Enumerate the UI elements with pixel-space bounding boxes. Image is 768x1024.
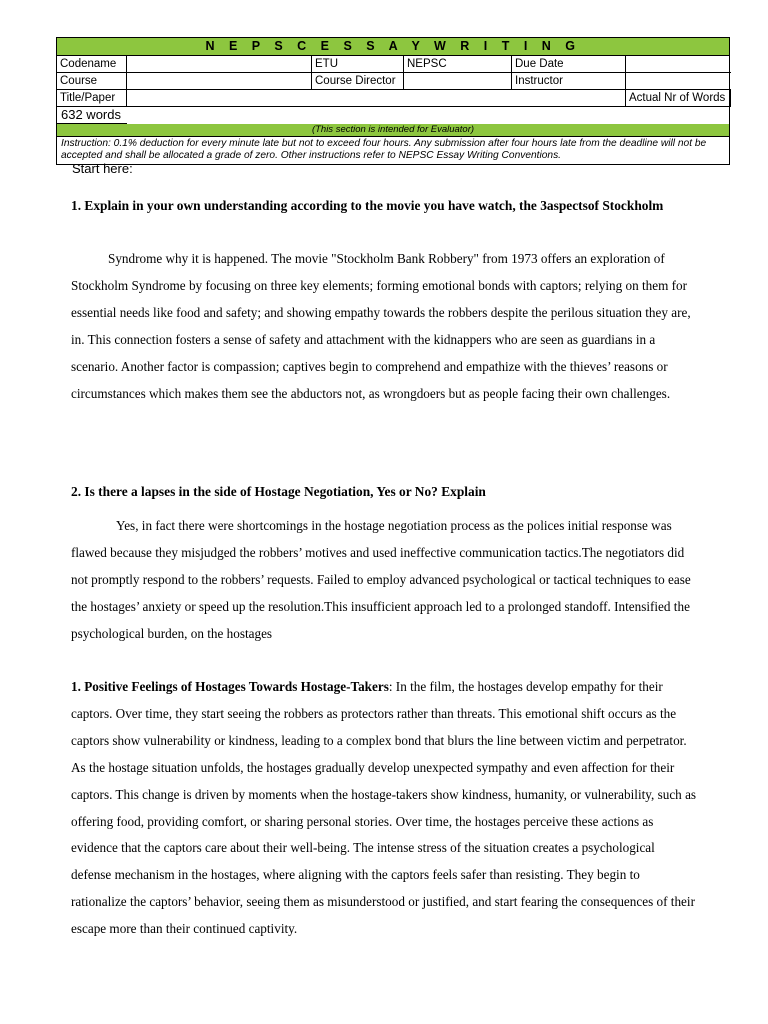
- point-1-heading: 1. Positive Feelings of Hostages Towards Hostage-Takers: [71, 679, 389, 694]
- word-count-value: 632 words: [57, 107, 127, 124]
- title-paper-label: Title/Paper: [57, 90, 127, 107]
- point-1-body: : In the film, the hostages develop empathy for their captors. Over time, they start seeing the robbers as protectors rather than threats. This emotional shift occurs as the captors show vulnerability or kindness, leading to a complex bond that blurs the line between victim and perpetrator. As the hostage situation unfolds, the hostages gradually develop unexpected sympathy and even affection for their captors. This change is driven by moments when the hostage-takers show kindness, humanity, or vulnerability, such as offering food, providing comfort, or sharing personal stories. Over time, the hostages perceive these actions as evidence that the captors care about their well-being. The intense stress of the situation creates a psychological defense mechanism in the hostages, where aligning with the captors feels safer than resisting. They begin to rationalize the captors’ behavior, seeing them as misunderstood or justified, and start fearing the consequences of their escape more than their continued captivity.: [71, 679, 697, 937]
- instruction-text: Instruction: 0.1% deduction for every minute late but not to exceed four hours. Any submission after four hours late from the deadline will not be accepted and shall be allocated a grade of zero. Other instructions refer to NEPSC Essay Writing Conventions.: [61, 138, 707, 161]
- codename-label: Codename: [57, 56, 127, 73]
- instructor-label: Instructor: [512, 73, 626, 90]
- codename-value: [127, 56, 312, 73]
- start-label: Start here:: [72, 161, 133, 176]
- question-1-heading: 1. Explain in your own understanding according to the movie you have watch, the 3aspectsof Stockholm: [71, 198, 664, 213]
- point-1-section: [71, 674, 697, 943]
- word-count-label: Actual Nr of Words: [626, 90, 731, 107]
- due-date-label: Due Date: [512, 56, 626, 73]
- course-label: Course: [57, 73, 127, 90]
- due-date-value: [626, 56, 731, 73]
- answer-2: Yes, in fact there were shortcomings in the hostage negotiation process as the polices initial response was flawed because they misjudged the robbers’ motives and used ineffective communication tactics.The negotiators did not promptly respond to the robbers’ requests. Failed to employ advanced psychological or tactical techniques to ease the hostages’ anxiety or speed up the resolution.This insufficient approach led to a prolonged standoff. Intensified the psychological burden, on the hostages: [71, 518, 691, 641]
- form-title: N E P S C E S S A Y W R I T I N G: [57, 38, 729, 56]
- evaluation-header: [56, 37, 730, 165]
- evaluator-note: (This section is intended for Evaluator): [57, 124, 729, 137]
- instructor-value: [626, 73, 731, 90]
- question-2-heading: 2. Is there a lapses in the side of Hostage Negotiation, Yes or No? Explain: [71, 484, 486, 499]
- title-paper-value: [127, 90, 626, 107]
- etu-label: ETU: [312, 56, 404, 73]
- course-value: [127, 73, 312, 90]
- answer-1: Syndrome why it is happened. The movie "Stockholm Bank Robbery" from 1973 offers an exploration of Stockholm Syndrome by focusing on three key elements; forming emotional bonds with captors; relying on them for essential needs like food and safety; and showing empathy towards the robbers despite the perilous situation they are, in. This connection fosters a sense of safety and attachment with the kidnappers who are seen as guardians in a scenario. Another factor is compassion; captives begin to comprehend and empathize with the thieves’ reasons or circumstances which makes them see the abductors not, as wrongdoers but as people facing their own challenges.: [71, 251, 691, 401]
- course-director-label: Course Director: [312, 73, 404, 90]
- etu-value: NEPSC: [404, 56, 512, 73]
- header-grid: [57, 56, 729, 124]
- course-director-value: [404, 73, 512, 90]
